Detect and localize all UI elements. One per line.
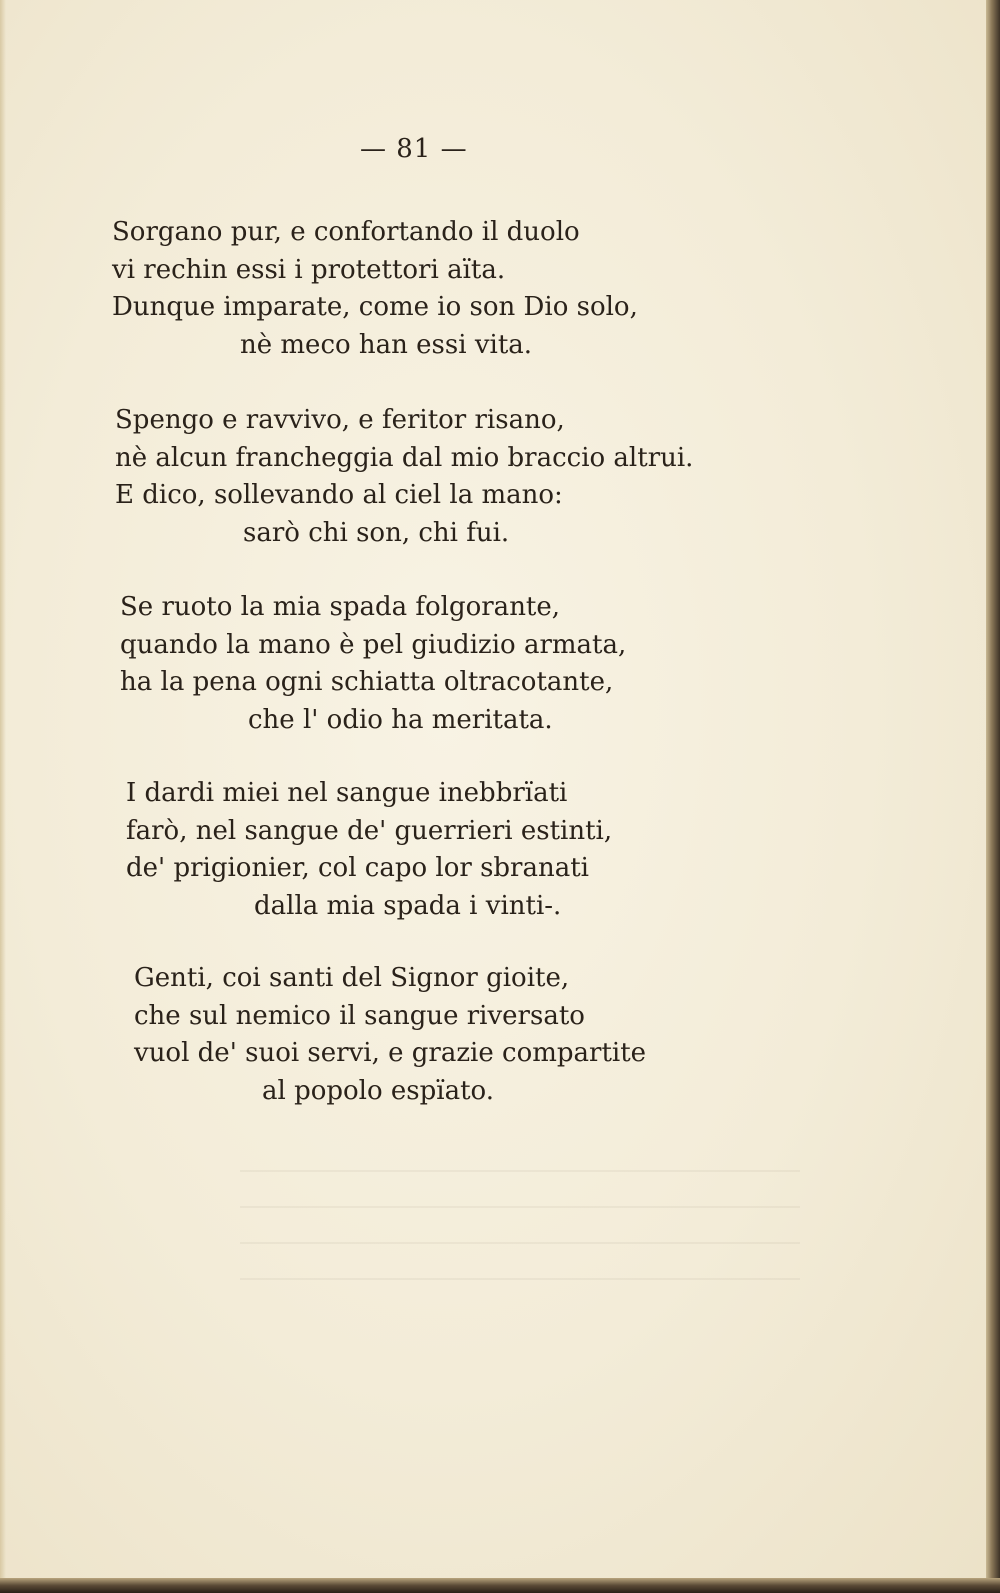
verse-line-indented: sarò chi son, chi fui. bbox=[243, 517, 510, 548]
poem-stanza-3 bbox=[120, 589, 626, 739]
verse-line: Spengo e ravvivo, e feritor risano, bbox=[115, 405, 565, 435]
show-through-text bbox=[240, 1170, 800, 1290]
verse-line: I dardi miei nel sangue inebbrïati bbox=[126, 778, 568, 808]
verse-line: E dico, sollevando al ciel la mano: bbox=[115, 480, 563, 510]
verse-line: Dunque imparate, come io son Dio solo, bbox=[112, 292, 638, 322]
page-left-edge bbox=[0, 0, 6, 1578]
verse-line: quando la mano è pel giudizio armata, bbox=[120, 629, 627, 660]
poem-stanza-1 bbox=[112, 214, 638, 364]
verse-line-indented: che l' odio ha meritata. bbox=[248, 704, 553, 735]
verse-line-indented: nè meco han essi vita. bbox=[240, 329, 533, 360]
verse-line: che sul nemico il sangue riversato bbox=[134, 1000, 585, 1031]
poem-stanza-2 bbox=[115, 402, 693, 552]
verse-line: Genti, coi santi del Signor gioite, bbox=[134, 963, 570, 993]
verse-line: Sorgano pur, e confortando il duolo bbox=[112, 217, 580, 247]
verse-line: vuol de' suoi servi, e grazie compartite bbox=[134, 1038, 647, 1068]
poem-stanza-4 bbox=[126, 775, 612, 925]
verse-line: vi rechin essi i protettori aïta. bbox=[112, 254, 506, 285]
poem-stanza-5 bbox=[134, 960, 646, 1110]
verse-line: Se ruoto la mia spada folgorante, bbox=[120, 592, 561, 622]
verse-line: de' prigionier, col capo lor sbranati bbox=[126, 853, 589, 883]
page-number: — 81 — bbox=[360, 134, 468, 164]
verse-line-indented: al popolo espïato. bbox=[262, 1075, 495, 1106]
verse-line: ha la pena ogni schiatta oltracotante, bbox=[120, 667, 614, 697]
verse-line-indented: dalla mia spada i vinti-. bbox=[254, 890, 562, 921]
verse-line: nè alcun francheggia dal mio braccio altrui. bbox=[115, 442, 694, 473]
verse-line: farò, nel sangue de' guerrieri estinti, bbox=[126, 815, 613, 846]
book-bottom-edge bbox=[0, 1578, 1000, 1593]
book-spine-edge bbox=[986, 0, 1000, 1593]
